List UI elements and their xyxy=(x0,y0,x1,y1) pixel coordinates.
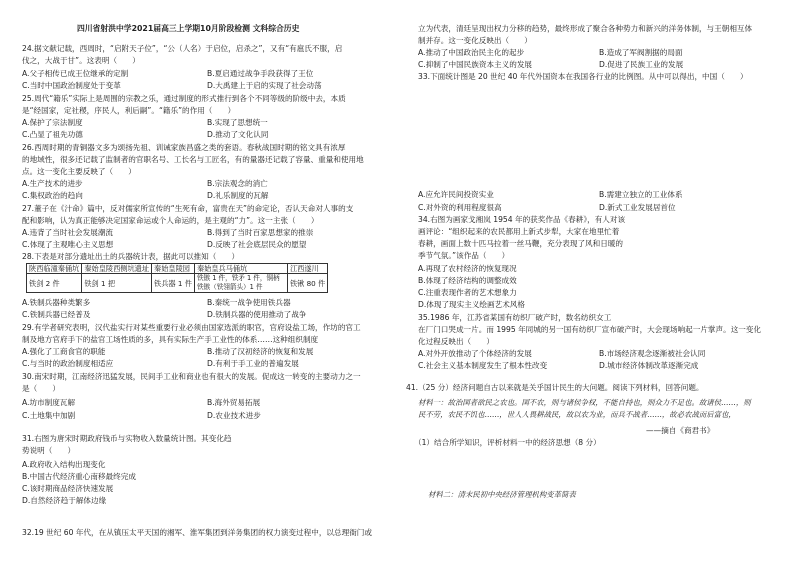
option-b: B.中国古代经济重心南移最终完成 xyxy=(22,472,136,481)
option-row xyxy=(22,228,392,237)
option-row xyxy=(418,48,780,57)
table-header-row xyxy=(27,264,328,274)
question-stem: 26.西周时期的青铜器文多为颂扬先祖、训诫家族昌盛之类的套语。春秋战国时期的铭文具有浓厚 xyxy=(22,143,346,152)
question-stem: 29.有学者研究表明，汉代盐实行对某些重要行业必须由国家选派的职官，官府设盐工场，作坊的官工 xyxy=(22,323,361,332)
option-c: C.与当时的政治制度相适应 xyxy=(22,359,114,368)
question-stem: 点。这一变化主要反映了（ ） xyxy=(22,167,136,176)
option-row xyxy=(418,203,780,212)
option-c: C.该时期商品经济快速发展 xyxy=(22,484,114,493)
option-row xyxy=(22,359,392,368)
question-stem: 立为代表，清廷呈现出权力分移的趋势，最终形成了聚合各种势力和新兴的洋务体制，与王朝相互体 xyxy=(418,24,753,33)
question-stem: 春耕，画面上数十匹马拉着一丝马鞭，充分表现了风和日暖的 xyxy=(418,239,624,248)
option-row xyxy=(22,179,392,188)
option-d: D.推动了文化认同 xyxy=(207,130,269,139)
option-d: D.农业技术进步 xyxy=(207,411,261,420)
question-stem: 34.右图为画家戈湘岚 1954 年的获奖作品《春耕》，有人对该 xyxy=(418,215,626,224)
question-stem: 是（ ） xyxy=(22,384,60,393)
question-stem: 28.下表是对部分遗址出土的兵器统计表，据此可以推知（ ） xyxy=(22,252,240,261)
question-stem: 化过程反映出（ ） xyxy=(418,337,494,346)
option-row xyxy=(22,347,392,356)
option-a: A.父子相传已成王位继承的定制 xyxy=(22,69,129,78)
option-b: B.市场经济观念逐渐被社会认同 xyxy=(599,349,706,358)
option-a: A.再现了农村经济的恢复现况 xyxy=(418,264,517,273)
option-c: C.注重表现作者的艺术想象力 xyxy=(418,288,517,297)
option-b: B.宗法观念的消亡 xyxy=(207,179,268,188)
option-b: B.造成了军阀割据的局面 xyxy=(599,48,683,57)
table-row xyxy=(27,274,328,293)
option-c: C.集权政治的趋向 xyxy=(22,191,83,200)
option-d: D.自然经济趋于解体边缘 xyxy=(22,496,107,505)
option-a: A.坊市制度瓦解 xyxy=(22,398,76,407)
option-c: C.铁制兵器已经普及 xyxy=(22,310,91,319)
table-cell: 铁镞 1 件，铁矛 1 件，铜柄铁镞（铁翎箭头）1 件 xyxy=(194,274,287,293)
table-cell: 铁兵器 1 件 xyxy=(152,274,195,293)
option-a: A.铁制兵器种类繁多 xyxy=(22,298,91,307)
option-c: C.体现了主观唯心主义思想 xyxy=(22,240,114,249)
table-cell: 铁剑 2 件 xyxy=(27,274,82,293)
question-stem: 在厂门口哭成一片。而 1995 年同城的另一国有纺织厂宣布破产时，大会现场响起一片掌声。这一变化 xyxy=(418,325,762,334)
option-d: D.礼乐制度的瓦解 xyxy=(207,191,269,200)
option-d: D.铁制兵器的使用推动了战争 xyxy=(207,310,307,319)
option-c: C.抑制了中国民族资本主义的发展 xyxy=(418,60,533,69)
option-row xyxy=(22,191,392,200)
option-c: C.对外资的利用程度很高 xyxy=(418,203,502,212)
option-row xyxy=(22,240,392,249)
material-source: ——摘自《商君书》 xyxy=(646,426,715,435)
option-b: B.推动了汉初经济的恢复和发展 xyxy=(207,347,314,356)
option-b: B.实现了思想统一 xyxy=(207,118,268,127)
option-b: B.需建立独立的工业体系 xyxy=(599,190,683,199)
option-d: D.有利于手工业的普遍发展 xyxy=(207,359,299,368)
option-a: A.对外开放推动了个体经济的发展 xyxy=(418,349,532,358)
option-row xyxy=(22,130,392,139)
option-row xyxy=(418,361,780,370)
option-c: C.社会主义基本制度发生了根本性改变 xyxy=(418,361,548,370)
option-d: D.城市经济体制改革逐渐完成 xyxy=(599,361,699,370)
question-stem: 33.下面统计图是 20 世纪 40 年代外国资本在我国各行业的比例图。从中可以得出，中国（ ） xyxy=(418,72,748,81)
option-d: D.大禹建上于启的实现了社会动荡 xyxy=(207,81,322,90)
sub-question: （1）结合所学知识，评析材料一中的经济思想（8 分） xyxy=(414,438,601,447)
option-row xyxy=(22,81,392,90)
option-c: C.凸显了祖先功德 xyxy=(22,130,83,139)
option-row xyxy=(22,298,392,307)
option-row xyxy=(22,411,392,420)
question-stem: 24.据文献记载，西周时，“启附天子位”，“公（人名）于启位，启杀之”，又有“有扈氏不服，启 xyxy=(22,44,343,53)
question-stem: 季节气氛。”该作品（ ） xyxy=(418,251,510,260)
question-stem: 是“经国家，定社稷，序民人，利后嗣”。“籍乐”的作用（ ） xyxy=(22,106,236,115)
option-c: C.土地集中加剧 xyxy=(22,411,76,420)
table-cell: 江西遂川 xyxy=(287,264,327,274)
option-d: D.促进了民族工业的发展 xyxy=(599,60,684,69)
question-stem: 的地域性，很多还记载了监制者的官职名号、工长名与工匠名，有的量器还记载了容量、重量和使用地 xyxy=(22,155,364,164)
option-a: A.政府收入结构出现变化 xyxy=(22,460,106,469)
table-cell: 秦始皇兵马俑坑 xyxy=(194,264,287,274)
option-row xyxy=(22,69,392,78)
page-title: 四川省射洪中学2021届高三上学期10月阶段检测 文科综合历史 xyxy=(77,24,300,33)
question-stem: 制并存。这一变化反映出（ ） xyxy=(418,36,532,45)
option-row xyxy=(22,310,392,319)
material-label: 材料一： xyxy=(418,398,448,407)
table-cell: 铁锹 80 件 xyxy=(287,274,327,293)
option-b: B.体现了经济结构的调整成效 xyxy=(418,276,517,285)
question-32-stem: 32.19 世纪 60 年代，在从镇压太平天国的湘军、淮军集团到洋务集团的权力演变过程中，以总理衙门或 xyxy=(22,528,372,537)
material-line xyxy=(418,398,751,407)
option-d: D.新式工业发展居首位 xyxy=(599,203,676,212)
question-stem: 35.1986 年，江苏省某国有纺织厂破产时，数名纺织女工 xyxy=(418,313,612,322)
question-stem: 势说明（ ） xyxy=(22,446,76,455)
question-stem: 配和影响，认为真正能够决定国家命运或个人命运的，是主观的“力”。这一主张（ ） xyxy=(22,216,319,225)
question-stem: 画评论：“组织起来的农民都用上新式步犁，大家在地里忙着 xyxy=(418,227,620,236)
table-cell: 铁剑 1 把 xyxy=(82,274,152,293)
question-stem: 31.右图为唐宋时期政府钱币与实物收入数量统计图。其变化趋 xyxy=(22,434,232,443)
option-row xyxy=(22,398,392,407)
table-cell: 陕西临潼秦俑坑 xyxy=(27,264,82,274)
option-a: A.保护了宗法制度 xyxy=(22,118,83,127)
option-a: A.强化了工商食官的职能 xyxy=(22,347,106,356)
option-b: B.夏启通过战争手段获得了王位 xyxy=(207,69,314,78)
table-cell: 秦始皇陵西侧坑遗址 xyxy=(82,264,152,274)
question-stem: 伐之，大战于甘”。这表明（ ） xyxy=(22,56,140,65)
question-stem: 25.周代“籍乐”实际上是周围的宗教之乐，通过制度的形式推行到各个不同等级的阶级中去，本质 xyxy=(22,94,346,103)
option-d: D.反映了社会底层民众的愿望 xyxy=(207,240,307,249)
option-row xyxy=(418,60,780,69)
option-b: B.秦统一战争使用铁兵器 xyxy=(207,298,291,307)
material-text: 故治国者欲民之农也。国不农，则与诸侯争权，不能自持也，则众力不足也。故诸侯……，则 xyxy=(447,398,751,407)
option-row xyxy=(22,118,392,127)
table-cell: 秦始皇陵园 xyxy=(152,264,195,274)
material-2-title: 材料二：清末民初中央经济管理机构变革简表 xyxy=(428,490,576,499)
option-a: A.应允许民间投资实业 xyxy=(418,190,494,199)
option-b: B.得到了当时百家思想家的推崇 xyxy=(207,228,314,237)
question-stem: 41.（25 分）经济问题自古以来就是关乎国计民生的大问题。阅读下列材料，回答问题。 xyxy=(406,383,704,392)
option-a: A.违背了当时社会发展潮流 xyxy=(22,228,114,237)
option-c: C.当时中国政治制度处于变革 xyxy=(22,81,121,90)
question-stem: 27.董子在《汁命》篇中，反对儒家所宣传的“生死有命，富贵在天”的命定论，否认天命对人事的支 xyxy=(22,204,354,213)
material-line: 民不劳，农民不饥也……，世人人畏耕战民，故以农为业，而兵不战者……，故必农战而后富也， xyxy=(418,410,736,419)
option-b: B.海外贸易拓展 xyxy=(207,398,261,407)
option-a: A.推动了中国政治民主化的起步 xyxy=(418,48,525,57)
question-stem: 30.南宋时期，江南经济迅猛发展，民间手工业和商业也有很大的发展。促成这一转变的主要动力之一 xyxy=(22,372,361,381)
option-row xyxy=(418,349,780,358)
option-row xyxy=(418,190,780,199)
option-a: A.生产技术的进步 xyxy=(22,179,83,188)
question-stem: 制及地方官府手下的盐官工场性质的多，具有实际生产手工业性的体系……这种组织制度 xyxy=(22,335,319,344)
weapon-table xyxy=(26,263,328,293)
option-d: D.体现了现实主义绘画艺术风格 xyxy=(418,300,525,309)
